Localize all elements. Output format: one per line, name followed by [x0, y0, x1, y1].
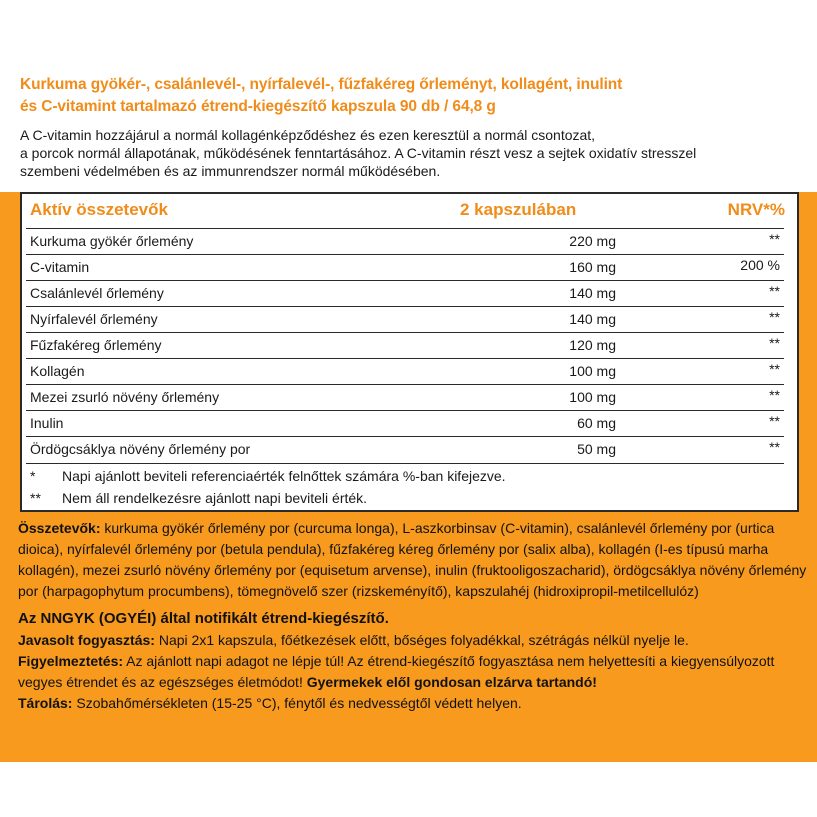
row-nrv: ** [769, 335, 780, 351]
usage-paragraph [18, 630, 808, 651]
intro-line-3: szembeni védelmében és az immunrendszer normál működésében. [20, 163, 441, 179]
row-amount: 220 mg [569, 233, 616, 249]
row-amount: 160 mg [569, 259, 616, 275]
footnote-1-text: Napi ajánlott beviteli referenciaérték felnőttek számára %-ban kifejezve. [62, 468, 506, 484]
storage-label: Tárolás: [18, 695, 73, 711]
row-nrv: ** [769, 387, 780, 403]
row-nrv: ** [769, 309, 780, 325]
row-name: Csalánlevél őrlemény [30, 285, 164, 301]
storage-paragraph [18, 693, 808, 714]
warning-bold-text: Gyermekek elől gondosan elzárva tartandó! [306, 674, 597, 690]
row-amount: 140 mg [569, 285, 616, 301]
row-nrv: 200 % [740, 257, 780, 273]
usage-text: Napi 2x1 kapszula, főétkezések előtt, bőséges folyadékkal, szétrágás nélkül nyelje le. [158, 632, 689, 648]
header-amount: 2 kapszulában [460, 200, 577, 219]
table-row [26, 254, 784, 281]
table-row [26, 332, 784, 359]
nutrition-table [20, 192, 799, 512]
row-name: Ördögcsáklya növény őrlemény por [30, 441, 251, 457]
row-name: Fűzfakéreg őrlemény [30, 337, 162, 353]
footnote-2-text: Nem áll rendelkezésre ajánlott napi beviteli érték. [62, 490, 368, 506]
table-header [22, 194, 797, 228]
row-nrv: ** [769, 231, 780, 247]
warning-text: Az ajánlott napi adagot ne lépje túl! Az étrend-kiegészítő fogyasztása nem helyettesíti a kiegyensúlyozott vegyes étrendet és az egészséges életmódot! [18, 653, 775, 690]
table-footnotes [30, 465, 506, 509]
row-amount: 120 mg [569, 337, 616, 353]
product-title-line-1: Kurkuma gyökér-, csalánlevél-, nyírfalevél-, fűzfakéreg őrleményt, kollagént, inulint [20, 76, 623, 93]
warning-label: Figyelmeztetés: [18, 653, 124, 669]
footnote-2-mark: ** [30, 490, 41, 506]
product-title [20, 74, 800, 118]
ingredients-label: Összetevők: [18, 520, 101, 536]
table-row [26, 384, 784, 411]
intro-line-2: a porcok normál állapotának, működésének fenntartásához. A C-vitamin részt vesz a sejtek oxidatív stresszel [20, 145, 697, 161]
table-row [26, 228, 784, 255]
table-row [26, 358, 784, 385]
storage-text: Szobahőmérsékleten (15-25 °C), fénytől és nedvességtől védett helyen. [76, 695, 522, 711]
product-info [18, 518, 808, 714]
table-row [26, 306, 784, 333]
row-amount: 60 mg [577, 415, 616, 431]
row-amount: 100 mg [569, 389, 616, 405]
footnote-2 [30, 487, 506, 509]
table-row [26, 280, 784, 307]
row-name: Nyírfalevél őrlemény [30, 311, 158, 327]
row-amount: 50 mg [577, 441, 616, 457]
usage-label: Javasolt fogyasztás: [18, 632, 155, 648]
notification-statement: Az NNGYK (OGYÉI) által notifikált étrend-kiegészítő. [18, 610, 389, 627]
table-row [26, 410, 784, 437]
footnote-1-mark: * [30, 468, 36, 484]
row-nrv: ** [769, 361, 780, 377]
row-nrv: ** [769, 413, 780, 429]
row-name: Inulin [30, 415, 64, 431]
warning-paragraph [18, 651, 808, 693]
row-name: C-vitamin [30, 259, 90, 275]
table-row [26, 436, 784, 464]
row-name: Kollagén [30, 363, 85, 379]
footnote-1 [30, 465, 506, 487]
product-title-line-2: és C-vitamint tartalmazó étrend-kiegészítő kapszula 90 db / 64,8 g [20, 98, 496, 115]
row-amount: 140 mg [569, 311, 616, 327]
row-nrv: ** [769, 283, 780, 299]
row-name: Mezei zsurló növény őrlemény [30, 389, 220, 405]
header-nrv: NRV*% [727, 200, 785, 219]
ingredients-text: kurkuma gyökér őrlemény por (curcuma longa), L-aszkorbinsav (C-vitamin), csalánlevél őrlemény por (urtica dioica), nyírfalevél őrlemény por (betula pendula), fűzfakéreg kéreg őrlemény por (salix alba), kollagén (I-es típusú marha kollagén), mezei zsurló növény őrlemény por (equisetum arvense), inulin (fruktooligoszacharid), ördögcsáklya növény őrlemény por (harpagophytum procumbens), tömegnövelő szer (rizskeményítő), kapszulahéj (hidroxipropil-metilcellulóz) [18, 520, 807, 599]
row-amount: 100 mg [569, 363, 616, 379]
row-nrv: ** [769, 439, 780, 455]
row-name: Kurkuma gyökér őrlemény [30, 233, 194, 249]
intro-text [20, 126, 810, 180]
header-active-ingredients: Aktív összetevők [30, 200, 168, 219]
ingredients-paragraph [18, 518, 808, 602]
intro-line-1: A C-vitamin hozzájárul a normál kollagénképződéshez és ezen keresztül a normál csontozat, [20, 127, 596, 143]
